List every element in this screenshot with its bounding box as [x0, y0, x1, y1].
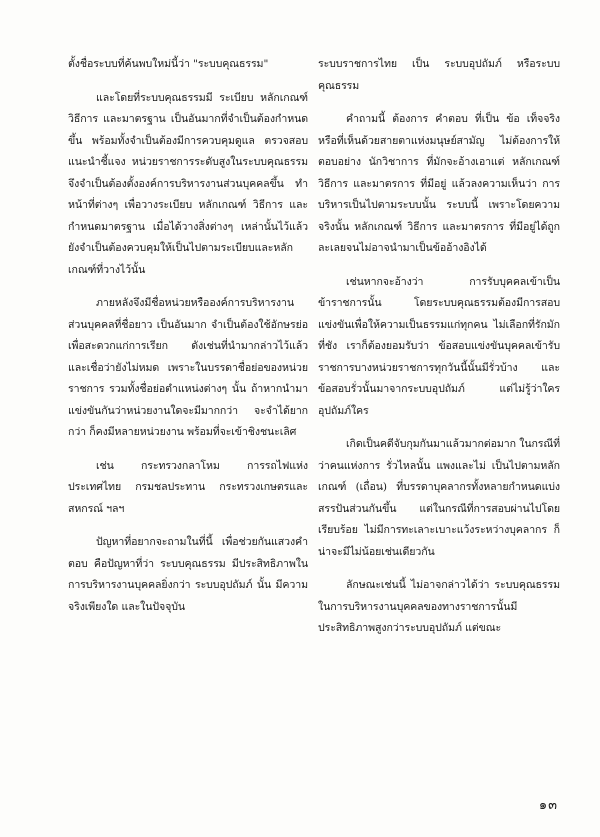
page-number: ๑๓: [538, 798, 558, 813]
paragraph-cases: เกิดเป็นคดีจับกุมกันมาแล้วมากต่อมาก ในกรณีที่ว่าคนแห่งการ รั่วไหลนั้น แพงและไม่ เป็นไปตามหลักเกณฑ์ (เถื่อน) ที่บรรดาบุคลากรทั้งหลายกำหนดแบ่งสรรปันส่วนกันขึ้น แต่ในกรณีที่การสอบผ่านไปโดยเรียบร้อย ไม่มีการทะเลาะเบาะแว้งระหว่างบุคลากร ก็น่าจะมีไม่น้อยเช่นเดียวกัน: [318, 438, 560, 558]
paragraph-continuation: ระบบราชการไทย เป็น ระบบอุปถัมภ์ หรือระบบคุณธรรม: [318, 58, 560, 92]
paragraph-question: ปัญหาที่อยากจะถามในที่นี้ เพื่อช่วยกันแสวงคำตอบ คือปัญหาที่ว่า ระบบคุณธรรม มีประสิทธิภาพในการบริหารงานบุคคลยิ่งกว่า ระบบอุปถัมภ์ นั้น มีความจริงเพียงใด และในปัจจุบัน: [68, 536, 308, 613]
left-column: [68, 54, 308, 618]
right-column: [318, 54, 560, 640]
paragraph-exam: เช่นหากจะอ้างว่า การรับบุคคลเข้าเป็นข้าราชการนั้น โดยระบบคุณธรรมต้องมีการสอบแข่งขันเพื่อให้ความเป็นธรรมแก่ทุกคน ไม่เลือกที่รักมักที่ชัง เราก็ต้องยอมรับว่า ข้อสอบแข่งขันบุคคลเข้ารับราชการบางหน่วยราชการทุกวันนี้นั้นมีรั่วบ้าง และข้อสอบรั่วนั้นมาจากระบบอุปถัมภ์ แต่ไม่รู้ว่าใครอุปถัมภ์ใคร: [318, 275, 560, 417]
paragraph-merit-system: และโดยที่ระบบคุณธรรมมี ระเบียบ หลักเกณฑ์ วิธีการ และมาตรฐาน เป็นอันมากที่จำเป็นต้องกำหนดขึ้น พร้อมทั้งจำเป็นต้องมีการควบคุมดูแล ตรวจสอบ แนะนำชี้แจง หน่วยราชการระดับสูงในระบบคุณธรรมจึงจำเป็นต้องตั้งองค์การบริหารงานส่วนบุคคลขึ้น ทำหน้าที่ต่างๆ เพื่อวางระเบียบ หลักเกณฑ์ วิธีการ และกำหนดมาตรฐาน เมื่อได้วางสิ่งต่างๆ เหล่านั้นไว้แล้ว ยังจำเป็นต้องควบคุมให้เป็นไปตามระเบียบและหลักเกณฑ์ที่วางไว้นั้น: [68, 91, 308, 276]
paragraph-facts: คำถามนี้ ต้องการ คำตอบ ที่เป็น ข้อ เท็จจริง หรือที่เห็นด้วยสายตาแห่งมนุษย์สามัญ ไม่ต้องการให้ตอบอย่าง นักวิชาการ ที่มักจะอ้างเอาแต่ หลักเกณฑ์ วิธีการ และมาตรการ ที่มีอยู่ แล้วลงความเห็นว่า การบริหารเป็นไปตามระบบนั้น ระบบนี้ เพราะโดยความจริงนั้น หลักเกณฑ์ วิธีการ และมาตรการ ที่มีอยู่ได้ถูกละเลยจนไม่อาจนำมาเป็นข้ออ้างอิงได้: [318, 113, 560, 254]
paragraph-abbreviations: ภายหลังจึงมีชื่อหน่วยหรือองค์การบริหารงานส่วนบุคคลที่ชื่อยาว เป็นอันมาก จำเป็นต้องใช้อักษรย่อ เพื่อสะดวกแก่การเรียก ดังเช่นที่นำมากล่าวไว้แล้ว และเชื่อว่ายังไม่หมด เพราะในบรรดาชื่อย่อของหน่วยราชการ รวมทั้งชื่อย่อตำแหน่งต่างๆ นั้น ถ้าหากนำมาแข่งขันกันว่าหน่วยงานใดจะมีมากกว่า จะจำได้ยากกว่า ก็คงมีหลายหน่วยงาน พร้อมที่จะเข้าชิงชนะเลิศ: [68, 297, 308, 438]
paragraph-examples: เช่น กระทรวงกลาโหม การรถไฟแห่งประเทศไทย กรมชลประทาน กระทรวงเกษตรและสหกรณ์ ฯลฯ: [68, 459, 308, 515]
paragraph-title-line: ตั้งชื่อระบบที่ค้นพบใหม่นี้ว่า "ระบบคุณธรรม": [68, 58, 269, 70]
paragraph-conclusion: ลักษณะเช่นนี้ ไม่อาจกล่าวได้ว่า ระบบคุณธรรม ในการบริหารงานบุคคลของทางราชการนั้นมีประสิทธิภาพสูงกว่าระบบอุปถัมภ์ แต่ขณะ: [318, 579, 560, 634]
